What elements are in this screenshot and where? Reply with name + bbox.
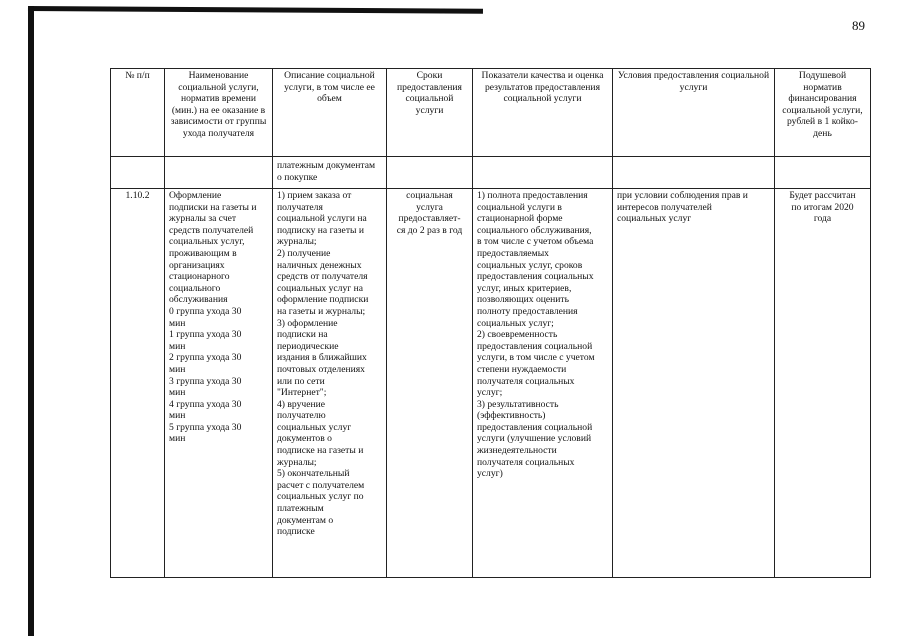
quality-line: социальной услуги в	[477, 201, 562, 213]
quality-line: услуг, иных критериев,	[477, 282, 572, 294]
header-conditions: Условия предоставления социальной услуги	[613, 69, 775, 157]
quality-line: услуги, в том числе с учетом	[477, 352, 595, 364]
service-name-lines	[169, 190, 268, 306]
quality-line: 2) своевременность	[477, 329, 558, 341]
quality-line: предоставления социальной	[477, 421, 593, 433]
care-group-unit: мин	[169, 317, 186, 329]
description-line: почтовых отделениях	[277, 363, 365, 375]
header-financing: Подушевой норматив финансирования социальной услуги, рублей в 1 койко-день	[775, 69, 871, 157]
row-service-name	[165, 189, 273, 578]
header-quality: Показатели качества и оценка результатов предоставления социальной услуги	[473, 69, 613, 157]
description-line: получателю	[277, 410, 326, 422]
care-group-unit: мин	[169, 433, 186, 445]
care-group-label: 0 группа ухода 30	[169, 305, 242, 317]
row-number: 1.10.2	[111, 189, 165, 578]
service-name-line: социальных услуг,	[169, 236, 245, 248]
description-line: социальной услуги на	[277, 213, 367, 225]
service-name-line: проживающим в	[169, 247, 237, 259]
description-line: получателя	[277, 201, 323, 213]
row-conditions	[613, 189, 775, 578]
care-group-label: 2 группа ухода 30	[169, 352, 242, 364]
quality-line: получателя социальных	[477, 456, 575, 468]
quality-line: (эффективность)	[477, 410, 546, 422]
service-name-line: организациях	[169, 259, 225, 271]
care-group-unit: мин	[169, 340, 186, 352]
description-line: социальных услуг	[277, 421, 352, 433]
description-line: документам о	[277, 514, 334, 526]
care-group-unit: мин	[169, 387, 186, 399]
description-line: 4) вручение	[277, 398, 325, 410]
financing-line: по итогам 2020	[791, 201, 854, 213]
care-group-label: 1 группа ухода 30	[169, 329, 242, 341]
care-group-label: 3 группа ухода 30	[169, 375, 242, 387]
scan-edge-left	[28, 6, 34, 636]
quality-line: получателя социальных	[477, 375, 575, 387]
quality-line: жизнедеятельности	[477, 445, 557, 457]
continuation-row	[111, 157, 871, 189]
quality-line: социального обслуживания,	[477, 224, 592, 236]
description-line: 2) получение	[277, 247, 331, 259]
quality-line: 1) полнота предоставления	[477, 190, 588, 201]
quality-line: степени нуждаемости	[477, 363, 567, 375]
description-line: 1) прием заказа от	[277, 190, 352, 201]
table-header-row	[111, 69, 871, 157]
quality-line: предоставления социальных	[477, 271, 594, 283]
care-group-label: 5 группа ухода 30	[169, 421, 242, 433]
header-description: Описание социальной услуги, в том числе ее объем	[273, 69, 387, 157]
service-name-line: социального	[169, 282, 221, 294]
description-line: или по сети	[277, 375, 325, 387]
service-name-line: Оформление	[169, 190, 222, 201]
description-line: расчет с получателем	[277, 479, 365, 491]
description-line: документов о	[277, 433, 332, 445]
table-row	[111, 189, 871, 578]
description-line: социальных услуг по	[277, 491, 364, 503]
description-line: издания в ближайших	[277, 352, 367, 364]
row-terms	[387, 189, 473, 578]
description-line: средств от получателя	[277, 271, 368, 283]
care-group-list	[169, 306, 268, 445]
quality-line: позволяющих оценить	[477, 294, 569, 306]
row-description	[273, 189, 387, 578]
header-terms: Сроки предоставления социальной услуги	[387, 69, 473, 157]
conditions-line: интересов получателей	[617, 201, 712, 213]
financing-line: Будет рассчитан	[789, 190, 856, 201]
services-table	[110, 68, 871, 578]
description-line: 5) окончательный	[277, 468, 350, 480]
description-line: 3) оформление	[277, 317, 338, 329]
description-line: на газеты и журналы;	[277, 305, 366, 317]
header-service-name: Наименование социальной услуги, норматив времени (мин.) на ее оказание в зависимости от группы ухода получателя	[165, 69, 273, 157]
description-line: журналы;	[277, 236, 317, 248]
service-name-line: стационарного	[169, 271, 230, 283]
service-name-line: журналы за счет	[169, 213, 237, 225]
quality-line: социальных услуг;	[477, 317, 554, 329]
care-group-unit: мин	[169, 410, 186, 422]
scan-edge-top	[28, 6, 483, 14]
terms-line: услуга	[416, 201, 443, 213]
description-line: оформление подписки	[277, 294, 369, 306]
description-line: периодические	[277, 340, 339, 352]
description-line: социальных услуг на	[277, 282, 363, 294]
quality-line: в том числе с учетом объема	[477, 236, 594, 248]
row-financing	[775, 189, 871, 578]
description-line: подписке на газеты и	[277, 445, 364, 457]
description-line: наличных денежных	[277, 259, 362, 271]
description-line: "Интернет";	[277, 387, 327, 399]
row-quality	[473, 189, 613, 578]
description-line: платежным	[277, 503, 324, 515]
quality-line: стационарной форме	[477, 213, 563, 225]
financing-line: года	[813, 213, 832, 225]
terms-line: предоставляет-	[398, 213, 461, 225]
conditions-line: при условии соблюдения прав и	[617, 190, 748, 201]
description-line: подписку на газеты и	[277, 224, 364, 236]
description-line: подписке	[277, 526, 315, 538]
header-number: № п/п	[111, 69, 165, 157]
quality-line: предоставляемых	[477, 247, 549, 259]
terms-line: ся до 2 раз в год	[396, 224, 463, 236]
quality-line: услуг)	[477, 468, 503, 480]
service-name-line: обслуживания	[169, 294, 228, 306]
quality-line: услуги (улучшение условий	[477, 433, 592, 445]
description-line: журналы;	[277, 456, 317, 468]
quality-line: предоставления социальной	[477, 340, 593, 352]
conditions-line: социальных услуг	[617, 213, 692, 225]
quality-line: услуг;	[477, 387, 503, 399]
service-name-line: подписки на газеты и	[169, 201, 257, 213]
quality-line: социальных услуг, сроков	[477, 259, 583, 271]
care-group-label: 4 группа ухода 30	[169, 398, 242, 410]
quality-line: 3) результативность	[477, 398, 559, 410]
continuation-description: платежным документам о покупке	[273, 157, 387, 189]
service-name-line: средств получателей	[169, 224, 254, 236]
description-line: подписки на	[277, 329, 328, 341]
care-group-unit: мин	[169, 363, 186, 375]
quality-line: полноту предоставления	[477, 305, 578, 317]
page-number: 89	[852, 18, 865, 33]
terms-line: социальная	[406, 190, 453, 201]
